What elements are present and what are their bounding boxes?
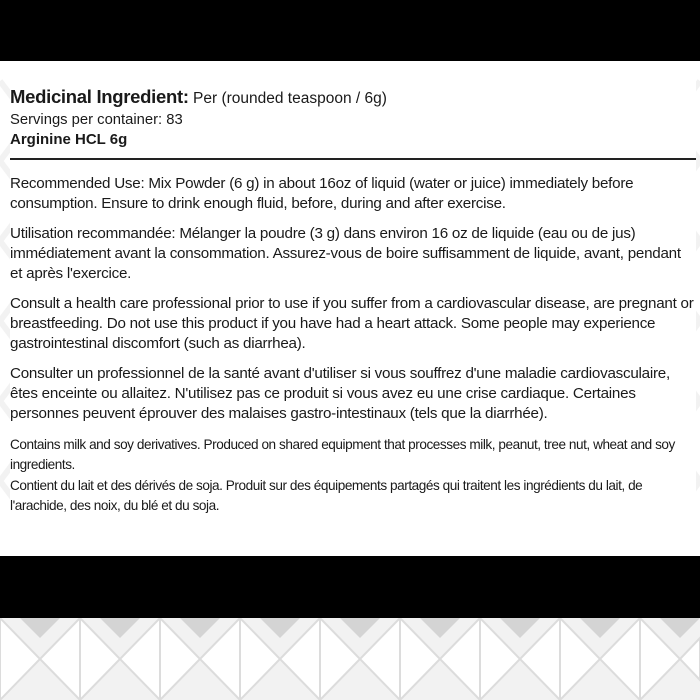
bottom-geometric-pattern xyxy=(0,618,700,700)
medicinal-ingredient-heading: Medicinal Ingredient: xyxy=(10,86,189,107)
warning-en: Consult a health care professional prior to use if you suffer from a cardiovascular disease, are pregnant or breastfeeding. Do not use this product if you have had a heart attack. Some people may experience gastrointestinal discomfort (such as diarrhea). xyxy=(10,295,694,352)
ingredient-amount: Arginine HCL 6g xyxy=(10,131,128,148)
recommended-use-fr: Utilisation recommandée: Mélanger la poudre (3 g) dans environ 16 oz de liquide (eau ou de jus) immédiatement avant la consommation. Assurez-vous de boire suffisamment de liquide, avant, pendant et après l'exercice. xyxy=(10,225,681,282)
servings-per-container: Servings per container: 83 xyxy=(10,112,183,128)
label-header xyxy=(10,61,696,154)
top-black-band xyxy=(0,0,700,61)
supplement-facts-label xyxy=(10,61,696,556)
warning-fr: Consulter un professionnel de la santé avant d'utiliser si vous souffrez d'une maladie cardiovasculaire, êtes enceinte ou allaitez. N'utilisez pas ce produit si vous avez eu une crise cardiaque. Certaines personnes peuvent éprouver des malaises gastro-intestinaux (tels que la diarrhée). xyxy=(10,365,670,422)
recommended-use-en: Recommended Use: Mix Powder (6 g) in about 16oz of liquid (water or juice) immediately before consumption. Ensure to drink enough fluid, before, during and after exercise. xyxy=(10,175,634,212)
allergen-statement-fr: Contient du lait et des dérivés de soja. Produit sur des équipements partagés qui traitent les ingrédients du lait, de l'arachide, des noix, du blé et du soja. xyxy=(10,478,643,513)
bottom-black-band xyxy=(0,556,700,618)
allergen-statement-en: Contains milk and soy derivatives. Produced on shared equipment that processes milk, peanut, tree nut, wheat and soy ingredients. xyxy=(10,437,675,472)
title-line xyxy=(10,85,696,111)
header-divider xyxy=(10,158,696,160)
serving-size-text: Per (rounded teaspoon / 6g) xyxy=(188,90,387,107)
